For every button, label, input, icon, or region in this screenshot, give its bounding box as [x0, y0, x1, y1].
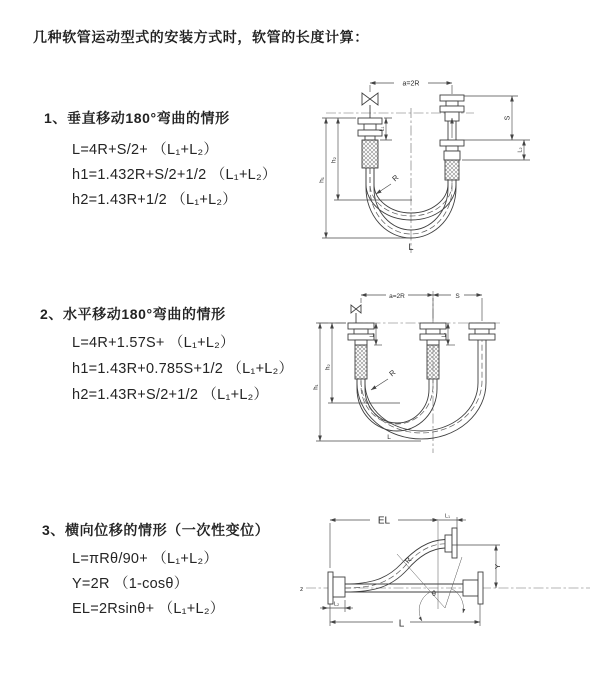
dim-label-l1: L₁	[379, 126, 386, 132]
dim-label-h1: h₁	[313, 384, 320, 390]
dimension-lines	[313, 295, 482, 441]
right-flange-fitting-moved-position	[469, 323, 495, 340]
section-3-formula-L: L=πRθ/90+ （L₁+L₂）	[72, 551, 219, 567]
dim-label-el: EL	[377, 515, 391, 527]
dim-label-r: R	[390, 172, 401, 184]
dim-label-l2: L₂	[517, 147, 524, 153]
page-title: 几种软管运动型式的安装方式时，软管的长度计算：	[33, 29, 369, 45]
section-2-formula-L: L=4R+1.57S+ （L₁+L₂）	[72, 335, 235, 351]
centerline-break-mark: z	[300, 586, 304, 593]
right-flange-fitting	[463, 572, 483, 604]
dim-label-l2: L₂	[441, 332, 448, 338]
dim-label-s: S	[455, 293, 460, 300]
section-2-formula-h1: h1=1.43R+0.785S+1/2 （L₁+L₂）	[72, 361, 294, 377]
section-3-formula-Y: Y=2R （1-cosθ）	[72, 576, 189, 592]
section-2-formula-h2: h2=1.43R+S/2+1/2 （L₁+L₂）	[72, 387, 269, 403]
dim-label-r: R	[387, 367, 398, 379]
middle-flange-fitting	[420, 323, 446, 379]
dimension-lines	[322, 80, 530, 238]
left-flange-fitting	[328, 572, 345, 604]
dimension-lines	[320, 517, 500, 626]
braided-hose-section	[362, 140, 378, 168]
dim-label-l1: L₁	[369, 332, 376, 338]
diagram-horizontal-180-bend	[308, 285, 598, 460]
braided-hose-section	[355, 345, 367, 379]
dim-label-s: S	[504, 115, 512, 121]
dimension-labels	[319, 81, 524, 253]
left-flange-fitting	[358, 118, 382, 168]
left-flange-fitting	[348, 323, 374, 379]
hose-centerline-curve	[345, 544, 445, 588]
dim-label-l2: L₂	[333, 601, 340, 608]
valve-icon	[351, 305, 361, 323]
dim-label-h2: h₂	[325, 364, 332, 370]
centerlines	[318, 291, 500, 453]
dim-label-theta: θ	[432, 591, 436, 598]
dim-label-y: Y	[493, 563, 502, 570]
braided-hose-section	[445, 160, 459, 180]
section-1-formula-L: L=4R+S/2+ （L₁+L₂）	[72, 142, 219, 158]
braided-hose-section	[427, 345, 439, 379]
right-lower-flange-fitting	[440, 140, 464, 180]
diagram-lateral-displacement	[298, 505, 598, 650]
dim-label-a2r: a=2R	[389, 293, 405, 300]
dim-label-l: L	[387, 434, 391, 441]
hose-centerline-arcs	[361, 340, 482, 433]
diagram-vertical-180-bend	[312, 72, 584, 257]
section-3-formula-EL: EL=2Rsinθ+ （L₁+L₂）	[72, 601, 225, 617]
right-upper-flange-fitting	[440, 95, 464, 121]
dim-label-l: L	[408, 242, 414, 252]
dim-label-a2r: a=2R	[402, 80, 420, 88]
section-1-formula-h2: h2=1.43R+1/2 （L₁+L₂）	[72, 192, 238, 208]
dim-label-h2: h₂	[330, 156, 338, 164]
dim-label-r: R	[402, 555, 414, 566]
dim-label-h1: h₁	[318, 177, 326, 183]
section-3-heading: 3、横向位移的情形（一次性变位）	[42, 522, 270, 538]
displaced-flange-fitting	[445, 528, 457, 558]
section-2-heading: 2、水平移动180°弯曲的情形	[40, 306, 226, 322]
valve-icon	[362, 93, 378, 118]
hose-u-curves	[357, 340, 486, 439]
section-1-heading: 1、垂直移动180°弯曲的情形	[44, 110, 230, 126]
dim-label-l: L	[398, 618, 405, 630]
dim-label-l1: L₁	[445, 513, 450, 520]
section-1-formula-h1: h1=1.432R+S/2+1/2 （L₁+L₂）	[72, 167, 277, 183]
